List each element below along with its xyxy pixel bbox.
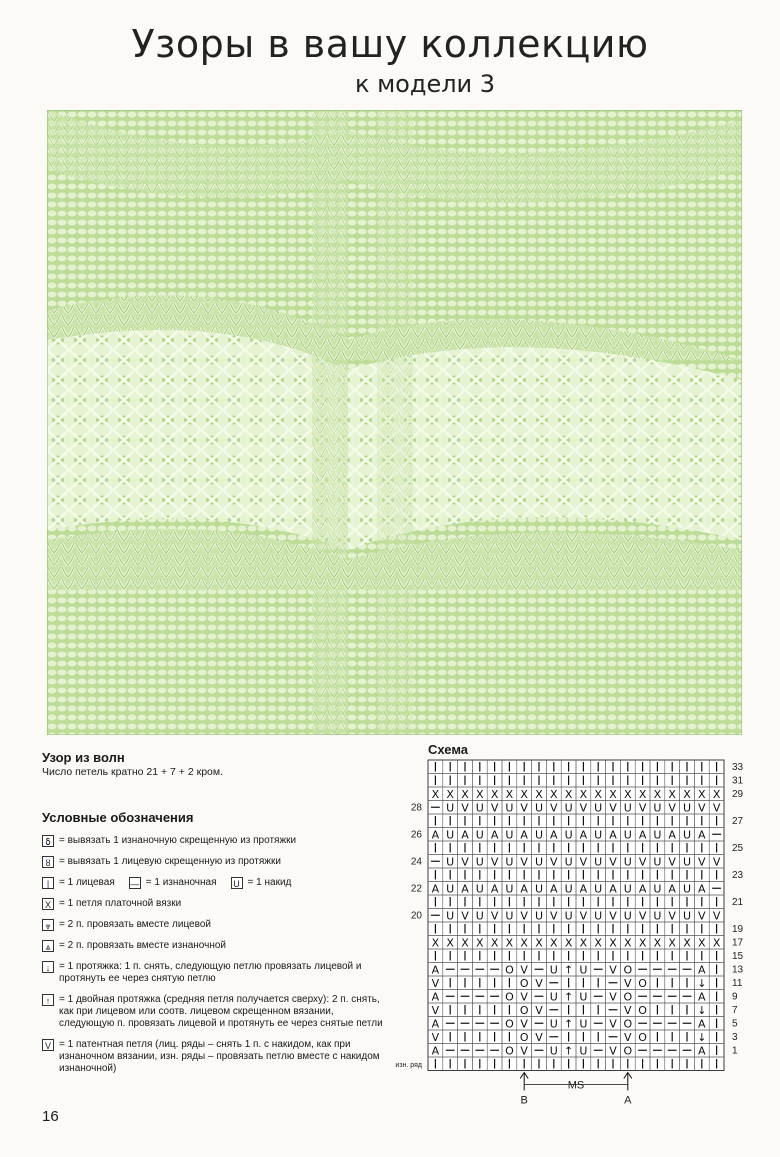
row-number-right: 31 (732, 775, 744, 787)
brioche-symbol-icon: V (42, 1039, 54, 1051)
legend-text: = 1 петля платочной вязки (59, 898, 182, 909)
symbol-mark: O (505, 963, 514, 977)
symbol-mark: U (623, 801, 632, 815)
symbol-mark: O (638, 1030, 647, 1044)
stitch-count: Число петель кратно 21 + 7 + 2 кром. (42, 766, 224, 778)
symbol-mark: U (594, 801, 603, 815)
legend-item (42, 877, 387, 889)
k2tog-symbol-icon: ⩔ (42, 919, 54, 931)
symbol-mark: O (638, 1003, 647, 1017)
symbol-mark: U (682, 828, 692, 842)
legend-item (42, 835, 387, 847)
row-number-right: 29 (732, 789, 744, 801)
symbol-mark: V (712, 855, 721, 869)
symbol-mark: U (534, 828, 544, 842)
symbol-mark: U (446, 855, 455, 869)
symbol-mark: X (638, 936, 647, 950)
symbol-mark: V (698, 801, 706, 815)
symbol-mark: A (490, 828, 499, 842)
symbol-mark: X (683, 936, 691, 950)
symbol-mark: U (594, 909, 603, 923)
symbol-mark: A (490, 882, 499, 896)
symbol-mark: X (461, 787, 469, 801)
symbol-mark: U (623, 828, 632, 842)
row-number-right: 5 (732, 1018, 738, 1030)
symbol-mark: X (668, 936, 676, 950)
symbol-mark: X (520, 787, 528, 801)
knit-symbol-icon: | (42, 877, 54, 889)
row-number-right: 3 (732, 1032, 738, 1044)
row-number-left: 28 (410, 802, 422, 814)
symbol-mark: ↓ (697, 1030, 707, 1044)
symbol-mark: V (520, 963, 528, 977)
symbol-mark: X (624, 787, 632, 801)
chart-label: Схема (428, 742, 469, 757)
symbol-mark: V (490, 855, 499, 869)
symbol-mark: V (609, 909, 617, 923)
symbol-mark: A (698, 882, 706, 896)
knit-texture (47, 110, 742, 735)
legend-text: = 1 накид (247, 877, 292, 888)
symbol-mark: U (549, 963, 558, 977)
symbol-mark: U (682, 855, 692, 869)
symbol-mark: O (623, 1017, 633, 1031)
symbol-mark: A (431, 882, 440, 896)
pattern-title: Узор из волн (42, 750, 125, 765)
symbol-mark: U (623, 882, 632, 896)
symbol-mark: V (461, 909, 469, 923)
symbol-mark: V (550, 909, 558, 923)
symbol-mark: ↑ (563, 990, 574, 1004)
garter-symbol-icon: X (42, 898, 54, 910)
symbol-mark: V (490, 909, 499, 923)
symbol-mark: V (609, 990, 617, 1004)
symbol-mark: V (431, 1030, 440, 1044)
symbol-mark: X (638, 787, 647, 801)
symbol-mark: ↓ (697, 976, 707, 990)
symbol-mark: V (668, 909, 676, 923)
symbol-mark: X (476, 787, 484, 801)
symbol-mark: U (623, 909, 632, 923)
symbol-mark: V (550, 855, 558, 869)
symbol-mark: A (668, 882, 676, 896)
legend-item (42, 994, 387, 1030)
symbol-mark: X (564, 936, 573, 950)
symbol-mark: X (712, 787, 721, 801)
symbol-mark: O (519, 976, 529, 990)
row-number-right: 33 (732, 762, 744, 774)
symbol-mark: V (609, 855, 617, 869)
symbol-mark: U (446, 801, 455, 815)
symbol-mark: X (446, 787, 454, 801)
symbol-mark: X (564, 787, 573, 801)
symbol-mark: A (431, 828, 440, 842)
symbol-mark: V (520, 1017, 528, 1031)
symbol-mark: O (623, 963, 633, 977)
symbol-mark: V (520, 990, 528, 1004)
symbol-mark: A (698, 1017, 706, 1031)
symbol-mark: V (638, 855, 647, 869)
symbol-mark: O (623, 990, 633, 1004)
symbol-mark: O (623, 1044, 633, 1058)
symbol-mark: O (638, 976, 647, 990)
symbol-mark: A (698, 963, 706, 977)
symbol-mark: U (549, 1017, 558, 1031)
symbol-mark: U (653, 828, 662, 842)
legend-text: = 1 изнаночная (145, 877, 217, 888)
symbol-mark: O (505, 1017, 514, 1031)
symbol-mark: X (431, 936, 440, 950)
symbol-mark: X (550, 787, 558, 801)
symbol-mark: V (609, 1044, 617, 1058)
symbol-mark: V (712, 909, 721, 923)
symbol-mark: X (683, 787, 691, 801)
symbol-mark: X (461, 936, 469, 950)
legend-text: = 1 двойная протяжка (средняя петля получается сверху): 2 п. снять, как при лицевом или соотв. лицевом скрещенном вязании, следующую п. провязать лицевой и протянуть ее через снятые петли (59, 994, 383, 1029)
symbol-mark: ↑ (563, 1044, 574, 1058)
symbol-mark: X (550, 936, 558, 950)
symbol-mark: U (682, 909, 692, 923)
symbol-mark: U (579, 1044, 588, 1058)
symbol-mark: V (638, 801, 647, 815)
symbol-mark: X (594, 787, 602, 801)
symbol-mark: U (505, 855, 514, 869)
symbol-mark: V (579, 801, 588, 815)
symbol-mark: U (564, 882, 573, 896)
symbol-mark: U (534, 855, 544, 869)
knitting-chart (380, 755, 775, 1130)
legend-item (42, 1039, 387, 1075)
symbol-mark: A (431, 963, 440, 977)
symbol-mark: A (609, 828, 617, 842)
symbol-mark: X (579, 787, 588, 801)
symbol-mark: A (431, 1017, 440, 1031)
symbol-mark: U (653, 882, 662, 896)
row-number-right: 21 (732, 897, 744, 909)
symbol-mark: U (505, 909, 514, 923)
symbol-mark: U (475, 909, 484, 923)
symbol-mark: V (624, 976, 632, 990)
symbol-mark: X (490, 787, 499, 801)
symbol-mark: X (624, 936, 632, 950)
row-number-left: 26 (410, 829, 422, 841)
symbol-mark: X (594, 936, 602, 950)
symbol-mark: V (490, 801, 499, 815)
row-number-left: 24 (410, 856, 422, 868)
legend-item (42, 856, 387, 868)
symbol-mark: V (624, 1030, 632, 1044)
symbol-mark: X (698, 787, 706, 801)
page-title: Узоры в вашу коллекцию (131, 22, 649, 66)
symbol-mark: U (579, 963, 588, 977)
symbol-mark: U (594, 855, 603, 869)
wrong-side-row-label: изн. ряд (395, 1062, 422, 1070)
row-number-right: 9 (732, 991, 738, 1003)
symbol-mark: V (698, 909, 706, 923)
symbol-mark: A (520, 828, 528, 842)
symbol-mark: U (475, 855, 484, 869)
symbol-mark: X (446, 936, 454, 950)
legend (42, 835, 387, 1084)
row-number-right: 7 (732, 1005, 738, 1017)
symbol-mark: X (712, 936, 721, 950)
symbol-mark: U (446, 909, 455, 923)
symbol-mark: V (624, 1003, 632, 1017)
row-number-right: 19 (732, 924, 744, 936)
symbol-mark: U (623, 855, 632, 869)
symbol-mark: V (461, 855, 469, 869)
symbol-mark: U (505, 828, 514, 842)
symbol-mark: U (534, 882, 544, 896)
symbol-mark: U (475, 828, 484, 842)
marker-a-label: A (624, 1094, 632, 1107)
symbol-mark: U (505, 882, 514, 896)
symbol-mark: A (431, 1044, 440, 1058)
row-number-left: 22 (410, 883, 422, 895)
legend-text: = 1 патентная петля (лиц. ряды – снять 1 п. с накидом, как при изнаночном вязании, изн. ряды – провязать петлю вместе с накидом изнаночной) (59, 1039, 380, 1074)
symbol-mark: V (609, 963, 617, 977)
symbol-mark: U (564, 855, 573, 869)
symbol-mark: V (535, 1003, 543, 1017)
symbol-mark: V (698, 855, 706, 869)
symbol-mark: V (431, 976, 440, 990)
symbol-mark: X (609, 936, 617, 950)
symbol-mark: U (653, 801, 662, 815)
symbol-mark: U (446, 882, 455, 896)
symbol-mark: A (550, 882, 558, 896)
symbol-mark: A (550, 828, 558, 842)
symbol-mark: U (505, 801, 514, 815)
legend-item (42, 898, 387, 910)
symbol-mark: V (609, 801, 617, 815)
symbol-mark: X (698, 936, 706, 950)
symbol-mark: V (431, 1003, 440, 1017)
symbol-mark: V (550, 801, 558, 815)
symbol-mark: V (535, 1030, 543, 1044)
symbol-mark: U (594, 828, 603, 842)
symbol-mark: U (549, 1044, 558, 1058)
yarn-over-symbol-icon: U (231, 877, 243, 889)
row-number-right: 25 (732, 843, 744, 855)
symbol-mark: A (698, 1044, 706, 1058)
symbol-mark: U (579, 1017, 588, 1031)
symbol-mark: O (505, 990, 514, 1004)
symbol-mark: X (505, 936, 514, 950)
symbol-mark: X (505, 787, 514, 801)
legend-text: = 1 протяжка: 1 п. снять, следующую петлю провязать лицевой и протянуть ее через снятую петлю (59, 961, 362, 984)
symbol-mark: X (653, 787, 662, 801)
symbol-mark: O (505, 1044, 514, 1058)
symbol-mark: X (579, 936, 588, 950)
row-number-right: 1 (732, 1045, 738, 1057)
symbol-mark: A (579, 828, 588, 842)
symbol-mark: V (520, 909, 528, 923)
legend-item (42, 919, 387, 931)
symbol-mark: U (682, 882, 692, 896)
symbol-mark: X (535, 936, 543, 950)
purl-symbol-icon: — (130, 879, 140, 889)
symbol-mark: X (653, 936, 662, 950)
symbol-mark: X (490, 936, 499, 950)
symbol-mark: U (534, 801, 544, 815)
symbol-mark: A (609, 882, 617, 896)
symbol-mark: A (579, 882, 588, 896)
legend-item (42, 961, 387, 985)
row-number-right: 23 (732, 870, 744, 882)
symbol-mark: U (534, 909, 544, 923)
double-decrease-symbol-icon: ↑ (42, 994, 54, 1006)
legend-text: = 1 лицевая (59, 877, 115, 888)
row-number-left: 20 (410, 910, 422, 922)
symbol-mark: V (579, 909, 588, 923)
symbol-mark: U (653, 909, 662, 923)
symbol-mark: V (535, 976, 543, 990)
legend-text: = вывязать 1 лицевую скрещенную из протяжки (59, 856, 281, 867)
symbol-mark: U (446, 828, 455, 842)
symbol-mark: V (668, 801, 676, 815)
p2tog-symbol-icon: ⩓ (42, 940, 54, 952)
symbol-mark: V (579, 855, 588, 869)
symbol-mark: X (431, 787, 440, 801)
row-number-right: 15 (732, 951, 744, 963)
symbol-mark: U (564, 909, 573, 923)
symbol-mark: A (520, 882, 528, 896)
symbol-mark: ↓ (697, 1003, 707, 1017)
legend-item (42, 940, 387, 952)
symbol-mark: U (475, 801, 484, 815)
row-number-right: 27 (732, 816, 744, 828)
symbol-mark: X (520, 936, 528, 950)
page-subtitle: к модели 3 (354, 70, 496, 98)
symbol-mark: V (609, 1017, 617, 1031)
knit-twisted-symbol-icon: ȣ (42, 856, 54, 868)
symbol-mark: A (461, 882, 469, 896)
symbol-mark: V (520, 1044, 528, 1058)
symbol-mark: U (682, 801, 692, 815)
row-number-right: 17 (732, 937, 744, 949)
symbol-mark: V (638, 909, 647, 923)
slip-pass-symbol-icon: ↓ (42, 961, 54, 973)
symbol-mark: O (519, 1030, 529, 1044)
marker-b-label: B (520, 1094, 528, 1107)
marker-ms-label: MS (567, 1079, 585, 1092)
row-number-right: 13 (732, 964, 744, 976)
symbol-mark: V (520, 855, 528, 869)
symbol-mark: V (668, 855, 676, 869)
legend-title: Условные обозначения (42, 810, 194, 825)
symbol-mark: U (564, 828, 573, 842)
symbol-mark: A (461, 828, 469, 842)
symbol-mark: V (461, 801, 469, 815)
symbol-mark: ↑ (563, 963, 574, 977)
purl-twisted-symbol-icon: ẟ (42, 835, 54, 847)
symbol-mark: U (653, 855, 662, 869)
knit-sample-photo (47, 110, 742, 735)
symbol-mark: O (519, 1003, 529, 1017)
symbol-mark: A (638, 828, 647, 842)
symbol-mark: X (668, 787, 676, 801)
legend-text: = 2 п. провязать вместе изнаночной (59, 940, 227, 951)
symbol-mark: U (579, 990, 588, 1004)
symbol-mark: V (712, 801, 721, 815)
symbol-mark: X (535, 787, 543, 801)
symbol-mark: X (609, 787, 617, 801)
page-number: 16 (42, 1108, 59, 1125)
symbol-mark: X (476, 936, 484, 950)
symbol-mark: U (475, 882, 484, 896)
legend-text: = вывязать 1 изнаночную скрещенную из протяжки (59, 835, 297, 846)
legend-text: = 2 п. провязать вместе лицевой (59, 919, 211, 930)
symbol-mark: V (520, 801, 528, 815)
symbol-mark: U (564, 801, 573, 815)
symbol-mark: ↑ (563, 1017, 574, 1031)
symbol-mark: U (594, 882, 603, 896)
symbol-mark: A (431, 990, 440, 1004)
symbol-mark: A (698, 990, 706, 1004)
symbol-mark: A (698, 828, 706, 842)
symbol-mark: U (549, 990, 558, 1004)
symbol-mark: A (638, 882, 647, 896)
symbol-mark: A (668, 828, 676, 842)
row-number-right: 11 (732, 978, 743, 990)
